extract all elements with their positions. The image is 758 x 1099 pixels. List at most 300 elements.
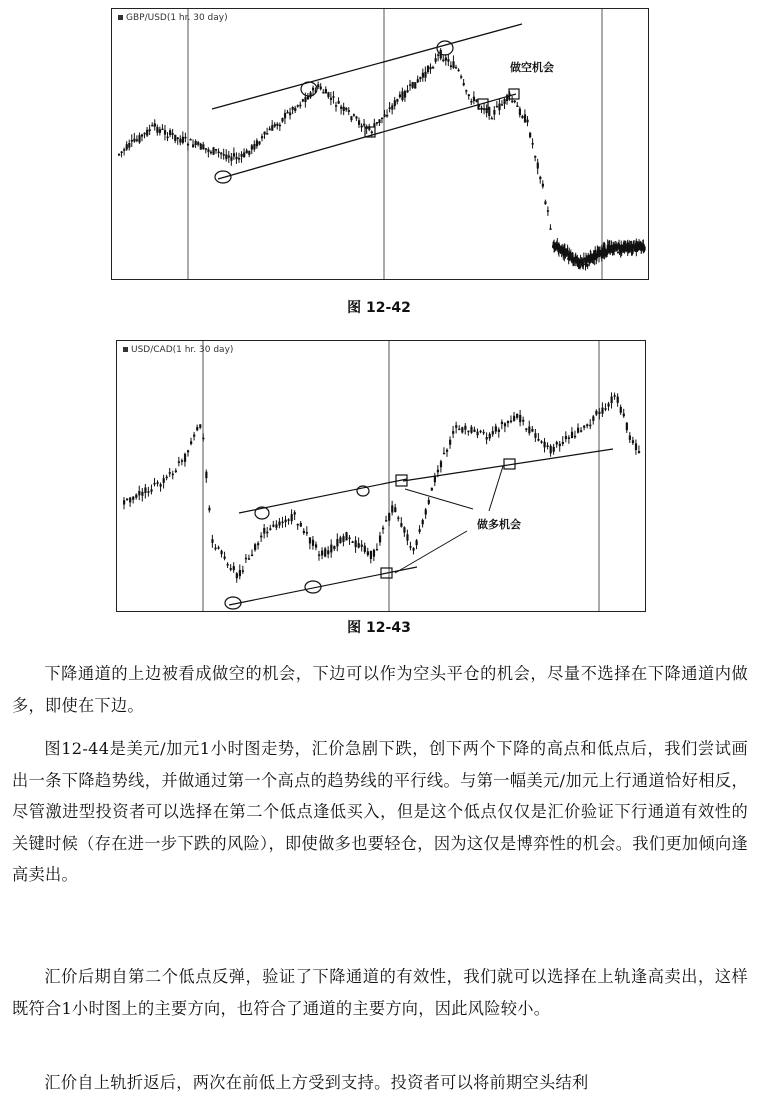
candle: [126, 144, 128, 149]
candle: [404, 91, 406, 97]
candle: [406, 534, 408, 540]
long-opportunity-label: 做多机会: [477, 518, 521, 531]
candle: [539, 177, 541, 179]
candle: [422, 73, 424, 78]
candle: [230, 568, 232, 570]
candle: [434, 477, 436, 483]
candle: [446, 450, 448, 452]
candle: [443, 453, 445, 455]
candle: [312, 540, 314, 546]
candle: [258, 141, 260, 144]
candle: [327, 92, 329, 97]
candle: [306, 532, 308, 534]
candle: [320, 87, 322, 90]
candle: [361, 125, 363, 127]
candle: [212, 147, 214, 154]
chart-usdcad-plot: [117, 341, 645, 611]
candle: [382, 528, 384, 530]
candle: [607, 403, 609, 406]
candle: [528, 426, 530, 433]
candle: [294, 108, 296, 111]
candle: [601, 408, 603, 414]
candle: [503, 99, 505, 104]
candle: [355, 540, 357, 547]
chart-usdcad-title: USD/CAD(1 hr. 30 day): [123, 345, 233, 355]
candle: [208, 508, 210, 511]
candle: [248, 151, 250, 155]
candle: [643, 246, 645, 250]
candle: [461, 427, 463, 432]
candle: [582, 264, 584, 266]
figure-caption-12-43: 图 12-43: [347, 620, 411, 636]
candle: [414, 82, 416, 88]
candle: [299, 105, 301, 107]
candle: [126, 498, 128, 500]
candle: [355, 117, 357, 119]
candle: [144, 133, 146, 135]
candle: [419, 529, 421, 532]
candle: [568, 437, 570, 439]
candle: [269, 528, 271, 530]
candle: [343, 107, 345, 111]
candle: [458, 429, 460, 431]
candle: [224, 557, 226, 559]
chart-usdcad: [116, 340, 646, 612]
candle: [340, 107, 342, 109]
candle: [381, 118, 383, 120]
candle: [199, 424, 201, 427]
candle: [187, 450, 189, 452]
candle: [161, 129, 163, 131]
candle: [565, 436, 567, 439]
candle: [254, 544, 256, 550]
candle: [549, 228, 551, 230]
candle: [437, 470, 439, 472]
candle: [544, 201, 546, 204]
candle: [559, 444, 561, 446]
candle: [297, 105, 299, 107]
candle: [501, 422, 503, 424]
candle: [263, 528, 265, 534]
candle: [428, 500, 430, 504]
candle: [133, 139, 135, 142]
candle: [261, 136, 263, 138]
candle: [235, 157, 237, 159]
candle: [166, 477, 168, 479]
channel-high-marker: [301, 82, 317, 96]
candle: [211, 539, 213, 543]
candle: [246, 150, 248, 153]
candle: [248, 558, 250, 560]
candle: [598, 412, 600, 414]
candle: [178, 461, 180, 463]
candle: [384, 114, 386, 116]
candle: [215, 149, 217, 151]
candle: [146, 130, 148, 136]
candle: [227, 564, 229, 566]
candle: [297, 524, 299, 526]
candle: [464, 426, 466, 430]
candle: [422, 520, 424, 524]
candle: [304, 97, 306, 102]
candle: [617, 397, 619, 403]
candle: [540, 441, 542, 443]
candle: [519, 415, 521, 422]
candle: [196, 427, 198, 430]
candle: [442, 60, 444, 62]
candle: [303, 531, 305, 533]
candle: [510, 421, 512, 423]
candle: [379, 536, 381, 543]
candle: [486, 437, 488, 439]
candle: [353, 114, 355, 116]
candle: [635, 443, 637, 450]
candle: [302, 99, 304, 101]
candle: [547, 445, 549, 447]
candle: [534, 433, 536, 438]
candle: [399, 94, 401, 97]
candle: [160, 484, 162, 487]
candle: [431, 488, 433, 491]
upper-channel-line: [212, 24, 522, 109]
candle: [132, 497, 134, 500]
candle: [192, 144, 194, 147]
candle: [470, 427, 472, 433]
candle: [437, 54, 439, 56]
candle: [363, 124, 365, 126]
candle: [396, 99, 398, 102]
candle: [577, 428, 579, 433]
candle: [473, 97, 475, 101]
candle: [400, 523, 402, 527]
callout-line: [489, 466, 503, 511]
candle: [154, 123, 156, 126]
candle: [205, 148, 207, 150]
candle: [292, 107, 294, 110]
candle: [202, 144, 204, 149]
candle: [473, 430, 475, 432]
candle: [385, 520, 387, 522]
callout-line: [395, 531, 467, 573]
candle: [547, 210, 549, 212]
candle: [458, 70, 460, 72]
candle: [195, 141, 197, 145]
candle: [150, 489, 152, 491]
candle: [507, 421, 509, 423]
candle: [397, 518, 399, 520]
candle: [455, 67, 457, 69]
candle: [278, 522, 280, 526]
candle: [620, 407, 622, 413]
candle: [632, 440, 634, 443]
candle: [157, 482, 159, 484]
candle: [269, 129, 271, 131]
candle: [167, 137, 169, 139]
candle: [364, 546, 366, 552]
candle: [511, 101, 513, 103]
short-opportunity-label: 做空机会: [510, 61, 554, 74]
candle: [480, 431, 482, 433]
candle: [562, 442, 564, 444]
candle: [288, 519, 290, 521]
candle: [220, 153, 222, 155]
candle: [156, 127, 158, 133]
candle: [210, 152, 212, 154]
candle: [629, 435, 631, 439]
candle: [335, 105, 337, 107]
candle: [361, 545, 363, 547]
candle: [218, 152, 220, 154]
candle: [245, 558, 247, 560]
candle: [181, 460, 183, 462]
candle: [309, 93, 311, 98]
candle: [460, 76, 462, 78]
candle: [373, 550, 375, 557]
candle: [276, 124, 278, 126]
candle: [253, 144, 255, 149]
candle: [447, 59, 449, 61]
candle: [123, 500, 125, 504]
candle: [159, 129, 161, 133]
candle: [470, 101, 472, 103]
candle: [394, 100, 396, 106]
candle: [449, 440, 451, 445]
callout-line: [405, 489, 473, 509]
candle: [468, 94, 470, 96]
candle: [450, 65, 452, 67]
candle: [264, 132, 266, 135]
candle: [419, 77, 421, 79]
candle: [153, 483, 155, 485]
candle: [321, 551, 323, 556]
chart-gbpusd-title: GBP/USD(1 hr. 30 day): [118, 13, 228, 23]
candle: [121, 152, 123, 154]
candle: [543, 442, 545, 448]
candle: [455, 425, 457, 428]
candle: [452, 431, 454, 434]
candle: [135, 495, 137, 498]
candle: [175, 471, 177, 473]
figure-caption-12-42: 图 12-42: [347, 300, 411, 316]
candle: [412, 548, 414, 550]
candle: [521, 116, 523, 118]
candle: [200, 144, 202, 150]
candle: [164, 130, 166, 134]
candle: [492, 431, 494, 434]
candle: [149, 129, 151, 131]
candle: [256, 140, 258, 146]
candle: [141, 492, 143, 496]
candle: [417, 79, 419, 82]
candle: [221, 551, 223, 554]
candle: [342, 536, 344, 542]
candle: [241, 154, 243, 157]
candle: [358, 120, 360, 125]
candle: [440, 461, 442, 467]
candle: [537, 163, 539, 169]
candle: [184, 137, 186, 139]
candle: [531, 429, 533, 432]
candle: [251, 555, 253, 557]
candle: [465, 90, 467, 92]
candle: [141, 135, 143, 137]
candle: [579, 266, 581, 268]
candle: [534, 156, 536, 158]
candle: [123, 149, 125, 151]
candle: [260, 536, 262, 538]
candle: [228, 156, 230, 158]
candle: [526, 120, 528, 123]
candle: [498, 104, 500, 111]
candle: [467, 431, 469, 433]
candle: [233, 566, 235, 570]
candle: [556, 442, 558, 444]
candle: [638, 451, 640, 453]
candle: [445, 57, 447, 60]
candle: [129, 498, 131, 503]
candle: [350, 116, 352, 120]
candle: [493, 110, 495, 115]
candle: [330, 98, 332, 100]
candle: [553, 447, 555, 452]
candle: [193, 435, 195, 437]
candle: [373, 123, 375, 126]
candle: [163, 478, 165, 483]
candle: [513, 416, 515, 421]
candle: [291, 514, 293, 521]
candle: [524, 114, 526, 122]
candle: [197, 142, 199, 145]
candle: [138, 491, 140, 495]
candle: [592, 416, 594, 421]
candle: [571, 432, 573, 438]
candle: [327, 550, 329, 554]
candle: [617, 252, 619, 254]
candle: [429, 67, 431, 69]
candle: [432, 67, 434, 69]
candle: [403, 527, 405, 532]
paragraph-2: 图12-44是美元/加元1小时图走势，汇价急剧下跌，创下两个下降的高点和低点后，我们尝试画出一条下降趋势线，并做通过第一个高点的趋势线的平行线。与第一幅美元/加元上行通道恰好相反，尽管激进型投资者可以选择在第二个低点逢低买入，但是这个低点仅仅是汇价验证下行通道有效性的关键时候（存在进一步下跌的风险），即使做多也要轻仓，因为这仅是博弈性的机会。我们更加倾向逢高卖出。: [12, 739, 748, 884]
candle: [475, 100, 477, 102]
candle: [266, 532, 268, 534]
candle: [184, 454, 186, 462]
candle: [315, 544, 317, 547]
candle: [491, 118, 493, 120]
candle: [284, 113, 286, 118]
channel-high-marker: [437, 41, 453, 55]
candle: [501, 104, 503, 106]
candle: [388, 513, 390, 521]
candle: [279, 125, 281, 127]
candle: [496, 106, 498, 108]
candle: [333, 546, 335, 549]
candle: [187, 144, 189, 146]
candle: [202, 438, 204, 440]
candle: [626, 423, 628, 430]
candle: [257, 543, 259, 545]
candle: [266, 133, 268, 135]
breakout-support-line: [403, 449, 613, 481]
candle: [345, 532, 347, 540]
candle: [463, 83, 465, 85]
candle: [281, 522, 283, 524]
candle: [498, 430, 500, 432]
candle: [525, 428, 527, 430]
candle: [151, 125, 153, 127]
candle: [587, 264, 589, 266]
candle: [294, 512, 296, 514]
candle: [495, 426, 497, 431]
candle: [251, 145, 253, 149]
candle: [128, 143, 130, 148]
candle: [169, 472, 171, 474]
candle: [242, 570, 244, 572]
candle: [412, 82, 414, 88]
candle: [425, 509, 427, 514]
candle: [424, 72, 426, 78]
candle: [131, 140, 133, 142]
paragraph-4: 汇价自上轨折返后，两次在前低上方受到支持。投资者可以将前期空头结利: [44, 1073, 589, 1092]
candle: [239, 570, 241, 576]
candle: [271, 125, 273, 130]
candle: [542, 184, 544, 187]
candle: [583, 426, 585, 428]
candle: [174, 135, 176, 141]
candle: [476, 432, 478, 436]
candle: [182, 137, 184, 143]
candle: [504, 423, 506, 426]
candle: [604, 408, 606, 410]
chart-gbpusd: [111, 8, 649, 280]
candle: [136, 139, 138, 141]
candle: [118, 154, 120, 156]
candle: [281, 118, 283, 122]
candle: [532, 143, 534, 145]
candle: [345, 108, 347, 110]
candle: [376, 549, 378, 551]
candle: [144, 487, 146, 493]
candle: [238, 158, 240, 160]
candle: [217, 547, 219, 549]
candle: [376, 122, 378, 124]
candle: [274, 124, 276, 126]
candle: [389, 107, 391, 109]
candle: [378, 119, 380, 123]
candle: [589, 425, 591, 427]
candle: [580, 430, 582, 432]
candle: [550, 446, 552, 453]
candle: [483, 432, 485, 434]
candle: [409, 546, 411, 548]
candle: [611, 397, 613, 403]
candle: [391, 106, 393, 110]
candle: [529, 133, 531, 137]
candle: [348, 110, 350, 112]
candle: [370, 551, 372, 559]
candle: [286, 112, 288, 114]
candle: [516, 106, 518, 108]
candle: [358, 543, 360, 547]
candle: [537, 439, 539, 441]
candle: [339, 537, 341, 543]
candle: [391, 505, 393, 512]
candle: [317, 84, 319, 87]
candle: [409, 84, 411, 86]
candle: [172, 133, 174, 135]
candle: [416, 540, 418, 545]
candle: [207, 149, 209, 152]
paragraph-3: 汇价后期自第二个低点反弹，验证了下降通道的有效性，我们就可以选择在上轨逢高卖出，这样既符合1小时图上的主要方向，也符合了通道的主要方向，因此风险较小。: [12, 967, 748, 1018]
